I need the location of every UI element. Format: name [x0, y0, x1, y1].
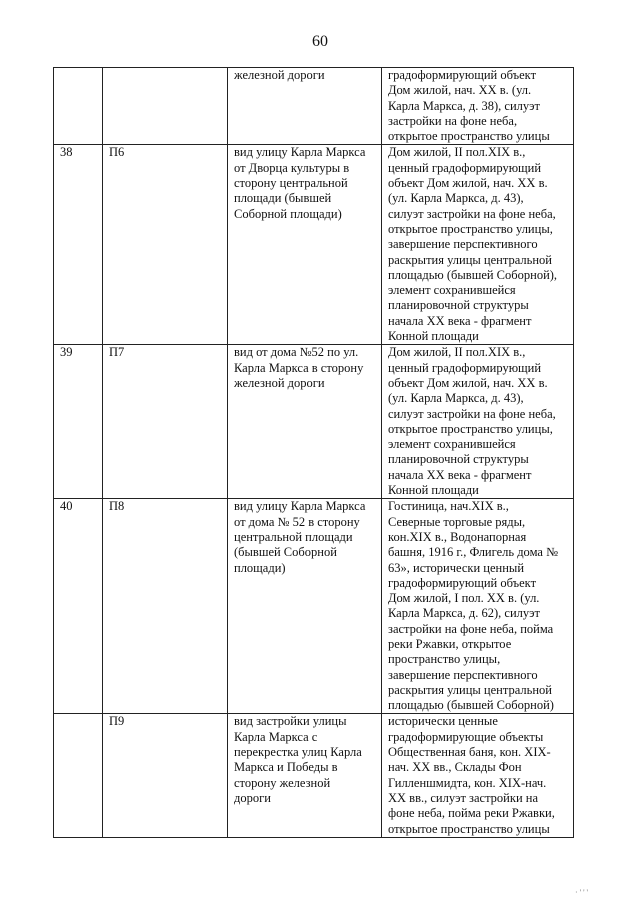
view-point-cell: П7	[103, 345, 228, 499]
view-point-cell	[103, 68, 228, 145]
view-description-cell: вид улицу Карла Маркса от Дворца культуры в сторону центральной площади (бывшей Соборной площади)	[228, 145, 382, 345]
objects-cell: исторически ценные градоформирующие объекты Общественная баня, кон. XIX- нач. XX вв., Склады Фон Гилленшмидта, кон. XIX-нач. XX вв., силуэт застройки на фоне неба, пойма реки Ржавки, открытое пространство улицы	[382, 714, 574, 837]
view-description-cell: железной дороги	[228, 68, 382, 145]
table-row	[54, 68, 574, 145]
row-number-cell: 40	[54, 499, 103, 714]
view-description-cell: вид застройки улицы Карла Маркса с перекрестка улиц Карла Маркса и Победы в сторону железной дороги	[228, 714, 382, 837]
table-row	[54, 145, 574, 345]
row-number-cell: 38	[54, 145, 103, 345]
table-row	[54, 499, 574, 714]
row-number-cell	[54, 714, 103, 837]
view-point-cell: П8	[103, 499, 228, 714]
protected-views-table	[53, 67, 574, 838]
page-number: 60	[312, 33, 328, 50]
view-point-cell: П6	[103, 145, 228, 345]
objects-cell: градоформирующий объект Дом жилой, нач. XX в. (ул. Карла Маркса, д. 38), силуэт застройки на фоне неба, открытое пространство улицы	[382, 68, 574, 145]
table-row	[54, 345, 574, 499]
row-number-cell: 39	[54, 345, 103, 499]
table-row	[54, 714, 574, 837]
view-description-cell: вид от дома №52 по ул. Карла Маркса в сторону железной дороги	[228, 345, 382, 499]
objects-cell: Дом жилой, II пол.XIX в., ценный градоформирующий объект Дом жилой, нач. XX в. (ул. Карла Маркса, д. 43), силуэт застройки на фоне неба, открытое пространство улицы, завершение перспективного раскрытия улицы центральной площадью (бывшей Соборной), элемент сохранившейся планировочной структуры начала XX века - фрагмент Конной площади	[382, 145, 574, 345]
objects-cell: Гостиница, нач.XIX в., Северные торговые ряды, кон.XIX в., Водонапорная башня, 1916 г., Флигель дома № 63», исторически ценный градоформирующий объект Дом жилой, I пол. XX в. (ул. Карла Маркса, д. 62), силуэт застройки на фоне неба, пойма реки Ржавки, открытое пространство улицы, завершение перспективного раскрытия улицы центральной площадью (бывшей Соборной)	[382, 499, 574, 714]
scan-margin-mark: · ' ' '	[575, 888, 588, 897]
objects-cell: Дом жилой, II пол.XIX в., ценный градоформирующий объект Дом жилой, нач. XX в. (ул. Карла Маркса, д. 43), силуэт застройки на фоне неба, открытое пространство улицы, элемент сохранившейся планировочной структуры начала XX века - фрагмент Конной площади	[382, 345, 574, 499]
view-description-cell: вид улицу Карла Маркса от дома № 52 в сторону центральной площади (бывшей Соборной площади)	[228, 499, 382, 714]
row-number-cell	[54, 68, 103, 145]
view-point-cell: П9	[103, 714, 228, 837]
